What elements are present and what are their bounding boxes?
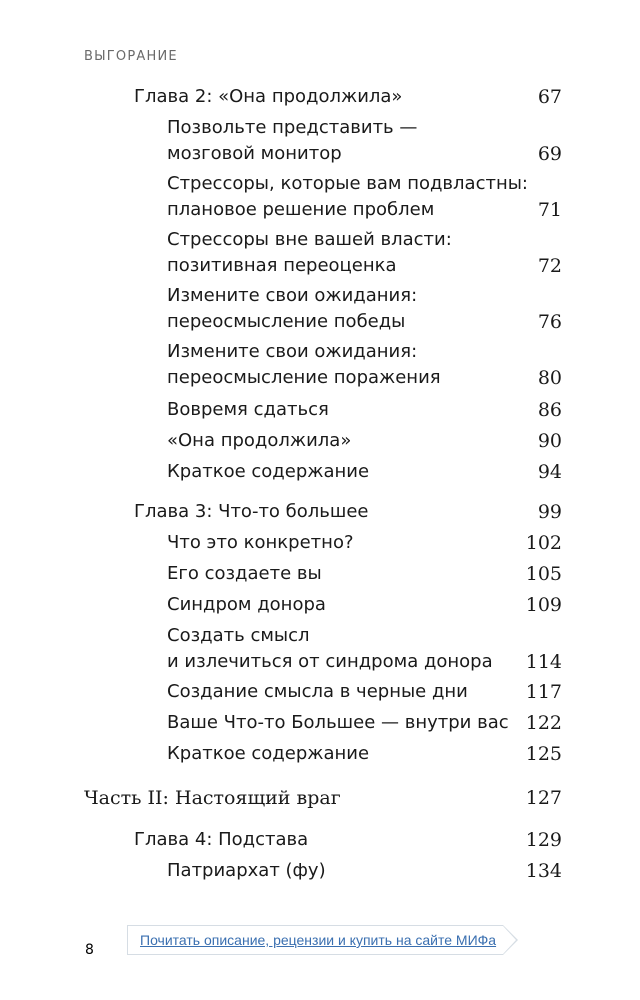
toc-part-2 xyxy=(84,785,562,811)
toc-page-number: 125 xyxy=(525,743,562,765)
toc-section xyxy=(167,397,562,423)
toc-entry-title-line: Стрессоры вне вашей власти: xyxy=(167,229,452,250)
toc-entry-title-line: Глава 3: Что-то большее xyxy=(134,501,369,522)
page-number-footer: 8 xyxy=(85,942,94,958)
toc-entry-title-line: Позвольте представить — xyxy=(167,117,418,138)
toc-entry-title-line: Краткое содержание xyxy=(167,461,370,482)
toc-section xyxy=(167,623,562,675)
toc-page-number: 109 xyxy=(525,594,562,616)
toc-entry-title-line: Что это конкретно? xyxy=(167,532,354,553)
running-head: ВЫГОРАНИЕ xyxy=(84,49,178,64)
toc-entry-title-line: Измените свои ожидания: xyxy=(167,285,418,306)
toc-entry-title-line: позитивная переоценка xyxy=(167,255,397,276)
toc-entry-title-line: Ваше Что-то Большее — внутри вас xyxy=(167,712,509,733)
toc-entry-title-line: Измените свои ожидания: xyxy=(167,341,418,362)
toc-section xyxy=(167,227,562,279)
toc-page-number: 71 xyxy=(537,199,562,221)
toc-entry-title-line: Создать смысл xyxy=(167,625,310,646)
toc-section xyxy=(167,530,562,556)
toc-entry-title-line: Его создаете вы xyxy=(167,563,322,584)
toc-page-number: 117 xyxy=(525,681,562,703)
toc-chapter-2 xyxy=(134,84,562,110)
toc-page-number: 127 xyxy=(525,787,562,809)
toc-section xyxy=(167,592,562,618)
toc-page-number: 129 xyxy=(525,829,562,851)
toc-page-number: 114 xyxy=(525,651,562,673)
toc-section xyxy=(167,858,562,884)
toc-page-number: 105 xyxy=(525,563,562,585)
toc-page-number: 99 xyxy=(537,501,562,523)
toc-page-number: 122 xyxy=(525,712,562,734)
toc-entry-title-line: переосмысление победы xyxy=(167,311,406,332)
toc-section xyxy=(167,710,562,736)
promo-link[interactable]: Почитать описание, рецензии и купить на сайте МИФа xyxy=(140,932,497,948)
toc-entry-title-line: Краткое содержание xyxy=(167,743,370,764)
toc-section xyxy=(167,171,562,223)
toc-section xyxy=(167,459,562,485)
toc-page-number: 69 xyxy=(537,143,562,165)
toc-chapter-4 xyxy=(134,827,562,853)
toc-entry-title-line: Патриархат (фу) xyxy=(167,860,326,881)
toc-entry-title-line: Глава 2: «Она продолжила» xyxy=(134,86,403,107)
toc-entry-title-line: мозговой монитор xyxy=(167,143,342,164)
toc-section xyxy=(167,428,562,454)
toc-section xyxy=(167,115,562,167)
toc-entry-title-line: Часть II: Настоящий враг xyxy=(84,787,341,809)
toc-chapter-3 xyxy=(134,499,562,525)
toc-entry-title-line: и излечиться от синдрома донора xyxy=(167,651,493,672)
toc-page-number: 67 xyxy=(537,86,562,108)
toc-page-number: 102 xyxy=(525,532,562,554)
toc-entry-title-line: Создание смысла в черные дни xyxy=(167,681,468,702)
toc-page-number: 76 xyxy=(537,311,562,333)
promo-banner xyxy=(127,925,503,955)
toc-section xyxy=(167,679,562,705)
toc-entry-title-line: «Она продолжила» xyxy=(167,430,352,451)
toc-entry-title-line: Глава 4: Подстава xyxy=(134,829,309,850)
toc-page-number: 90 xyxy=(537,430,562,452)
toc-page-number: 94 xyxy=(537,461,562,483)
toc-section xyxy=(167,339,562,391)
toc-page-number: 134 xyxy=(525,860,562,882)
toc-entry-title-line: плановое решение проблем xyxy=(167,199,435,220)
toc-page-number: 80 xyxy=(537,367,562,389)
toc-entry-title-line: Вовремя сдаться xyxy=(167,399,329,420)
toc-page-number: 72 xyxy=(537,255,562,277)
toc-entry-title-line: переосмысление поражения xyxy=(167,367,441,388)
toc-section xyxy=(167,741,562,767)
toc-section xyxy=(167,561,562,587)
toc-section xyxy=(167,283,562,335)
toc-page-number: 86 xyxy=(537,399,562,421)
toc-entry-title-line: Стрессоры, которые вам подвластны: xyxy=(167,173,528,194)
toc-entry-title-line: Синдром донора xyxy=(167,594,326,615)
